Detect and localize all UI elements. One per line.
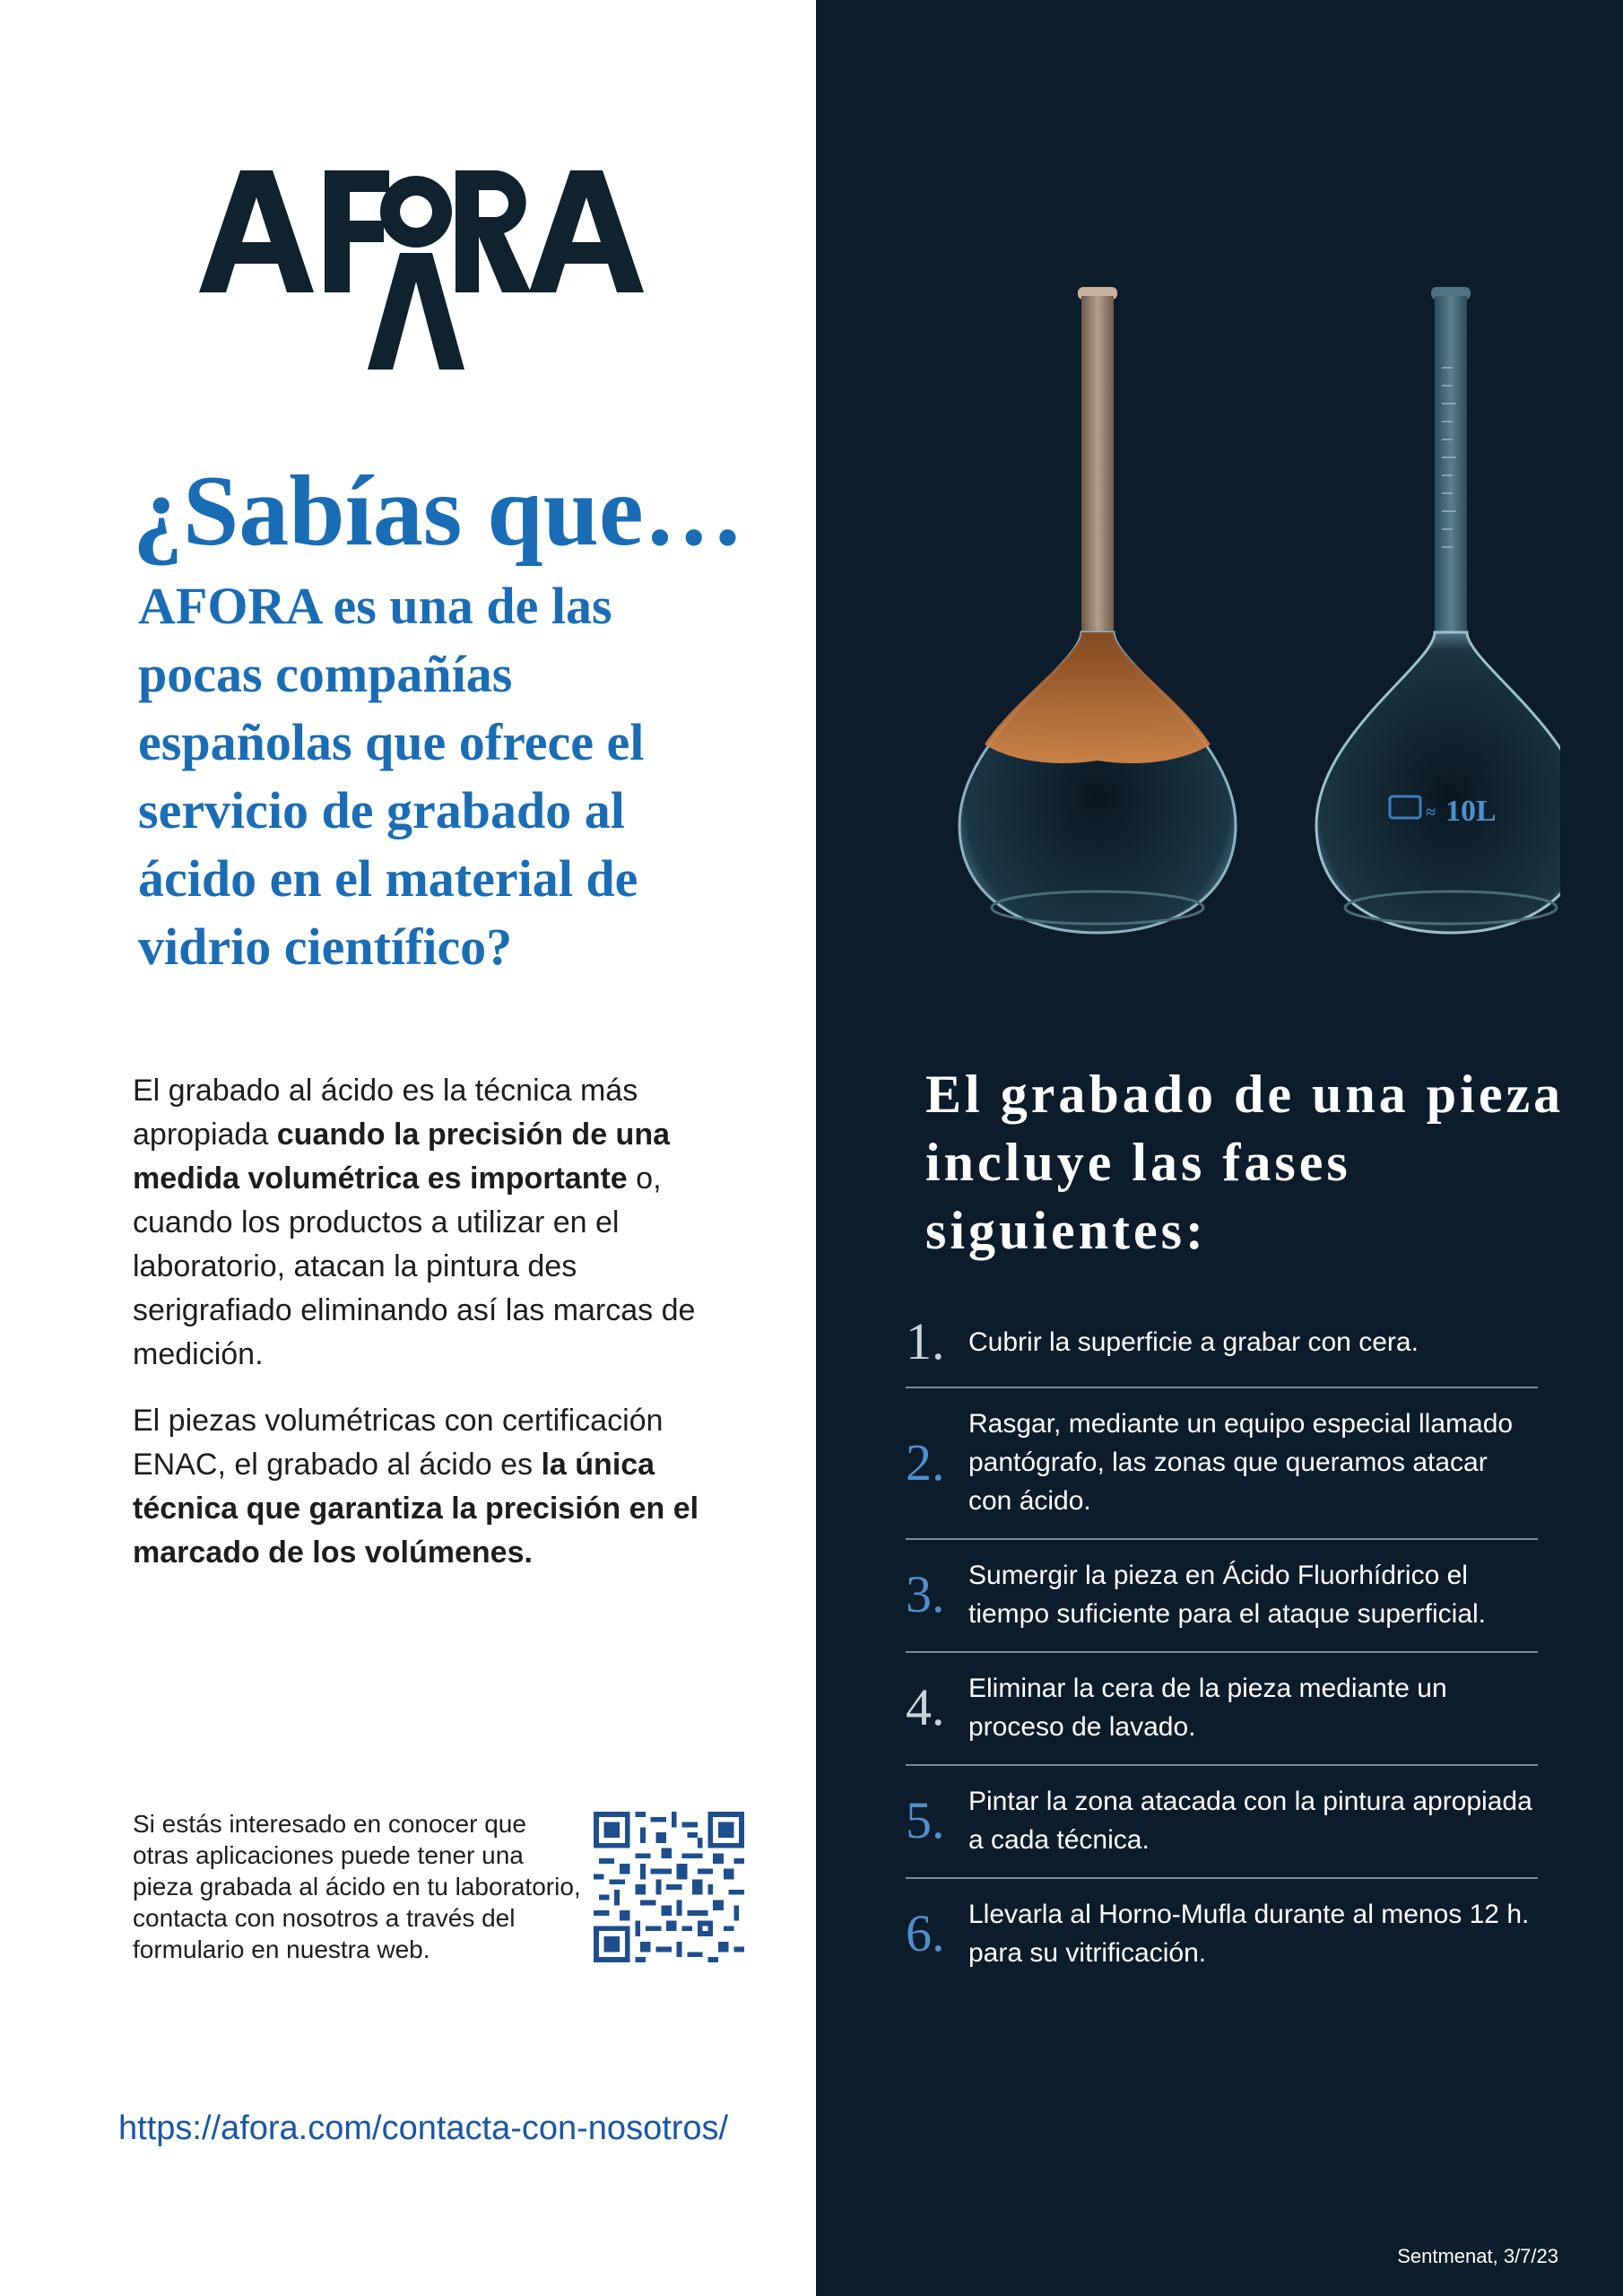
intro-paragraph	[133, 1069, 707, 1377]
contact-url-link[interactable]: https://afora.com/contacta-con-nosotros/	[118, 2109, 729, 2147]
step-text: Rasgar, mediante un equipo especial llamado pantógrafo, las zonas que queramos atacar con ácido.	[968, 1409, 1514, 1516]
list-item	[906, 1766, 1538, 1879]
list-item	[906, 1653, 1538, 1766]
enac-bold: la única técnica que garantiza la precisión en el marcado de los volúmenes.	[133, 1448, 699, 1570]
right-panel	[816, 0, 1623, 2296]
svg-text:≈: ≈	[1426, 803, 1436, 822]
list-item	[906, 1299, 1538, 1388]
phases-title: El grabado de una pieza incluye las fases siguientes:	[925, 1065, 1565, 1260]
flask-volume-label: 10L	[1445, 795, 1497, 828]
headline: ¿Sabías que…	[133, 456, 744, 567]
list-item	[906, 1879, 1538, 1990]
subheadline: AFORA es una de las pocas compañías españolas que ofrece el servicio de grabado al ácido en el material de vidrio científico?	[138, 577, 645, 976]
step-number: 5.	[906, 1791, 945, 1849]
intro-bold: cuando la precisión de una medida volumétrica es importante	[133, 1118, 671, 1196]
volumetric-flasks-image	[879, 269, 1560, 960]
contact-text: Si estás interesado en conocer que otras aplicaciones puede tener una pieza grabada al ácido en tu laboratorio, contacta con nosotros a través del formulario en nuestra web.	[133, 1810, 581, 1963]
list-item	[906, 1540, 1538, 1653]
step-text: Sumergir la pieza en Ácido Fluorhídrico el tiempo suficiente para el ataque superficial.	[968, 1561, 1487, 1629]
intro-text-1: El grabado al ácido es la técnica más apropiada	[133, 1074, 638, 1152]
step-number: 6.	[906, 1904, 945, 1962]
phases-list	[906, 1299, 1538, 1990]
qr-code[interactable]	[594, 1812, 744, 1962]
step-number: 4.	[906, 1678, 945, 1736]
step-text: Llevarla al Horno-Mufla durante al menos 12 h. para su vitrificación.	[968, 1900, 1530, 1968]
enac-text: El piezas volumétricas con certificación ENAC, el grabado al ácido es	[133, 1404, 664, 1482]
date-location: Sentmenat, 3/7/23	[1397, 2245, 1558, 2267]
step-text: Pintar la zona atacada con la pintura apropiada a cada técnica.	[968, 1787, 1532, 1855]
intro-text-2: o, cuando los productos a utilizar en el laboratorio, atacan la pintura des serigrafiado eliminando así las marcas de medición.	[133, 1161, 696, 1371]
step-number: 2.	[906, 1432, 945, 1492]
list-item	[906, 1388, 1538, 1540]
step-number: 3.	[906, 1565, 945, 1623]
afora-logo	[199, 170, 644, 370]
step-text: Cubrir la superficie a grabar con cera.	[968, 1326, 1419, 1357]
step-text: Eliminar la cera de la pieza mediante un proceso de lavado.	[968, 1674, 1447, 1742]
step-number: 1.	[906, 1312, 945, 1370]
enac-paragraph	[133, 1399, 707, 1575]
